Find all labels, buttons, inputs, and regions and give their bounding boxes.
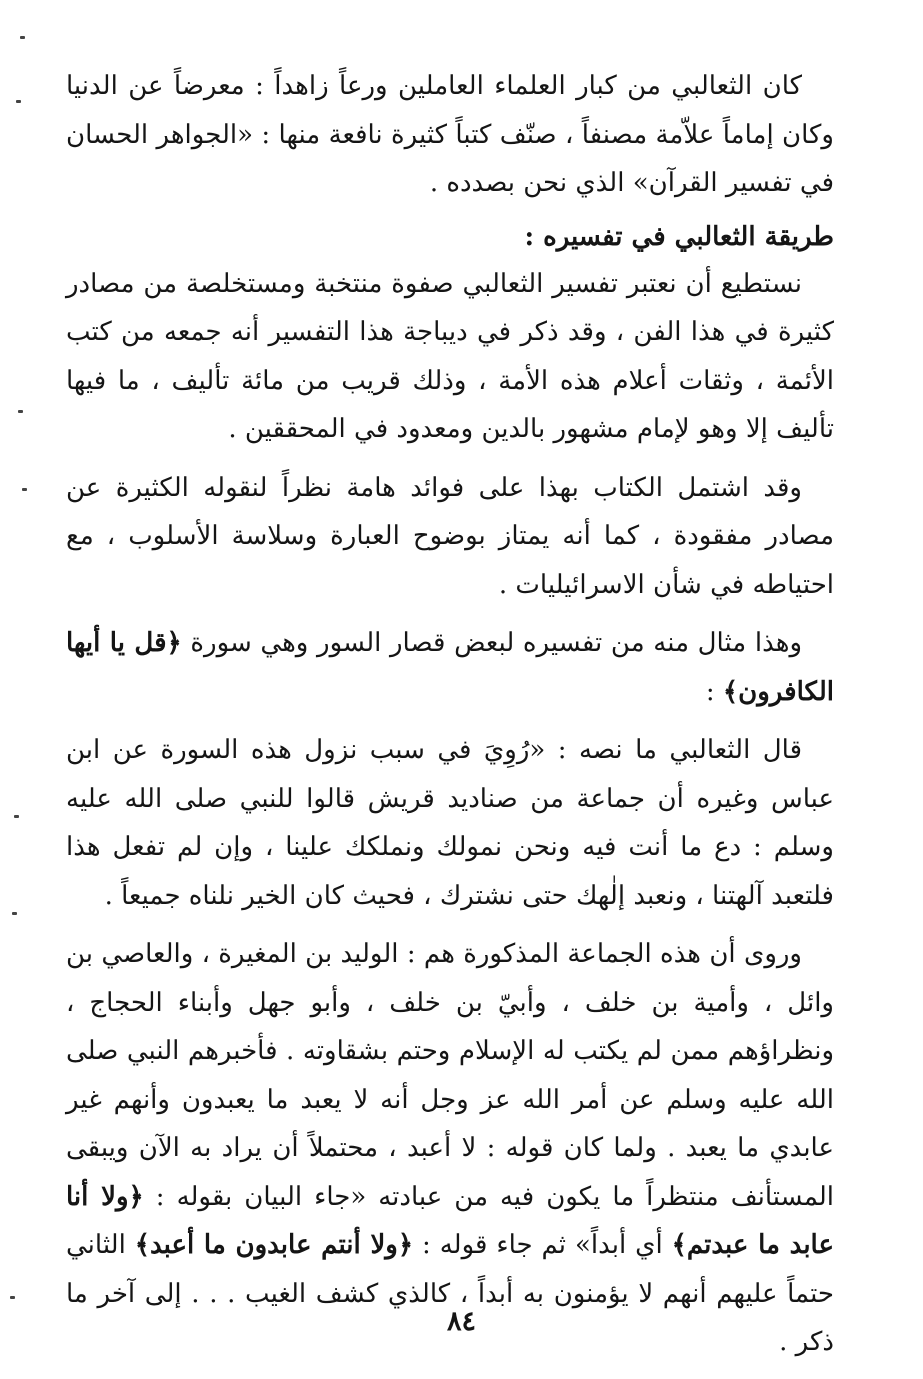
paragraph-benefits: وقد اشتمل الكتاب بهذا على فوائد هامة نظراً لنقوله الكثيرة عن مصادر مفقودة ، كما أنه يمتاز بوضوح العبارة وسلاسة الأسلوب ، مع احتياطه في شأن الاسرائيليات .	[66, 472, 834, 600]
paragraph-quote: قال الثعالبي ما نصه : «رُوِيَ في سبب نزول هذه السورة عن ابن عباس وغيره أن جماعة من صناديد قريش قالوا للنبي صلى الله عليه وسلم : دع ما أنت فيه ونحن نمولك ونملكك علينا ، وإن لم تفعل هذا فلتعبد آلهتنا ، ونعبد إلٰهك حتى نشترك ، فحيث كان الخير نلناه جميعاً .	[66, 735, 834, 911]
narration-text-end: الثاني حتماً عليهم أنهم لا يؤمنون به أبداً ، كالذي كشف الغيب . . . إلى آخر ما ذكر .	[66, 1230, 834, 1357]
section-heading: طريقة الثعالبي في تفسيره :	[524, 221, 834, 252]
quran-verse-1: ﴿ولا أنا عابد ما عبدتم﴾	[66, 1181, 834, 1260]
paragraph-method: نستطيع أن نعتبر تفسير الثعالبي صفوة منتخبة ومستخلصة من مصادر كثيرة في هذا الفن ، وقد ذكر في ديباجة هذا التفسير أنه جمعه من كتب الأئمة ، وثقات أعلام هذه الأمة ، وذلك قريب من مائة تأليف ، ما فيها تأليف إلا وهو لإمام مشهور بالدين ومعدود في المحققين .	[66, 268, 834, 444]
quran-verse-2: ﴿ولا أنتم عابدون ما أعبد﴾	[134, 1230, 414, 1260]
narration-text-middle: أي أبداً» ثم جاء قوله :	[413, 1230, 672, 1260]
narration-text-start: وروى أن هذه الجماعة المذكورة هم : الوليد بن المغيرة ، والعاصي بن وائل ، وأمية بن خلف ، وأبيّ بن خلف ، وأبو جهل وأبناء الحجاج ، ونظراؤهم ممن لم يكتب له الإسلام وحتم بشقاوته . فأخبرهم النبي صلى الله عليه وسلم عن أمر الله عز وجل أنه لا يعبد ما يعبدون وأنهم غير عابدي ما يعبد . ولما كان قوله : لا أعبد ، محتملاً أن يراد به الآن ويبقى المستأنف منتظراً ما يكون فيه من عبادته «جاء البيان بقوله :	[66, 939, 834, 1212]
scan-speck	[20, 36, 25, 39]
paragraph-intro: كان الثعالبي من كبار العلماء العاملين ورعاً زاهداً : معرضاً عن الدنيا وكان إماماً علاّمة مصنفاً ، صنّف كتباً كثيرة نافعة منها : «الجواهر الحسان في تفسير القرآن» الذي نحن بصدده .	[66, 71, 834, 198]
scan-speck	[18, 410, 23, 413]
example-intro-text: وهذا مثال منه من تفسيره لبعض قصار السور وهي سورة	[181, 628, 802, 658]
example-intro-colon: :	[705, 676, 723, 707]
paragraph-example-intro	[66, 619, 834, 716]
scan-speck	[14, 815, 19, 818]
page-number: ٨٤	[446, 1306, 476, 1337]
scan-speck	[22, 488, 27, 491]
scan-speck	[12, 912, 17, 915]
page-body	[66, 62, 834, 1367]
scan-speck	[10, 1296, 15, 1299]
paragraph-narration	[66, 930, 834, 1367]
surah-name: ﴿قل يا أيها الكافرون﴾	[66, 628, 834, 707]
scan-speck	[16, 100, 21, 103]
